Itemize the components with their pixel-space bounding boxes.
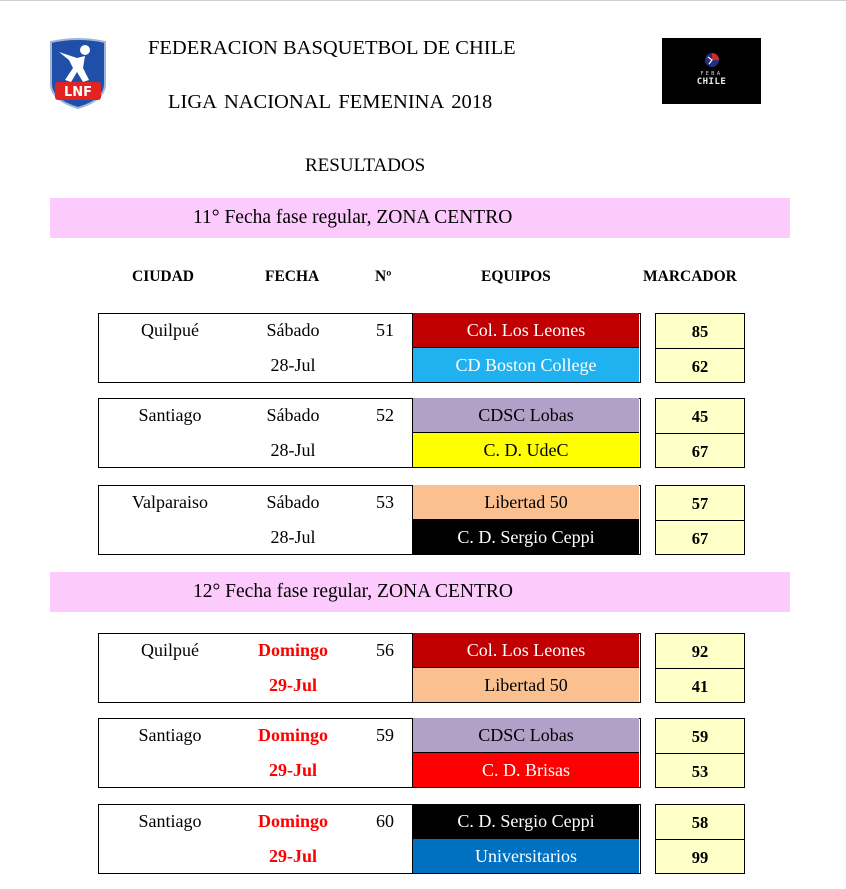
away-team: C. D. Brisas: [412, 753, 639, 787]
feba-logo-text: FEBA: [700, 70, 723, 77]
match-number: 60: [376, 811, 394, 831]
match-city: Quilpué: [141, 640, 199, 660]
svg-text:LNF: LNF: [63, 85, 93, 100]
basketball-icon: [704, 52, 720, 68]
match-number: 56: [376, 640, 394, 660]
home-score: 58: [655, 804, 745, 840]
away-score: 67: [655, 433, 745, 468]
header-title: FEDERACION BASQUETBOL DE CHILE: [148, 37, 516, 59]
match-day: Domingo: [257, 811, 328, 831]
round-band: [50, 572, 790, 612]
match-day: Sábado: [266, 405, 320, 425]
column-header-equipos: EQUIPOS: [481, 268, 551, 285]
match-day: Domingo: [257, 725, 328, 745]
lnf-logo: [47, 38, 109, 110]
column-header-numero: Nº: [375, 268, 392, 285]
match-day: Sábado: [266, 320, 320, 340]
section-title: RESULTADOS: [305, 155, 426, 176]
away-score: 62: [655, 348, 745, 383]
column-header-ciudad: CIUDAD: [132, 268, 194, 285]
away-score: 67: [655, 520, 745, 555]
match-row: [0, 633, 846, 703]
home-team: Col. Los Leones: [412, 313, 639, 348]
top-divider: [0, 0, 846, 1]
away-score: 99: [655, 839, 745, 874]
match-date: 29-Jul: [268, 760, 317, 780]
home-score: 45: [655, 398, 745, 434]
match-row: [0, 804, 846, 874]
match-city: Valparaiso: [132, 492, 208, 512]
home-team: C. D. Sergio Ceppi: [412, 804, 639, 839]
match-row: [0, 485, 846, 555]
match-number: 52: [376, 405, 394, 425]
home-score: 92: [655, 633, 745, 669]
match-day: Domingo: [257, 640, 328, 660]
away-team: C. D. Sergio Ceppi: [412, 520, 639, 554]
feba-chile-logo: [662, 38, 761, 104]
match-city: Quilpué: [141, 320, 199, 340]
match-date: 28-Jul: [270, 440, 316, 460]
match-date: 28-Jul: [270, 527, 316, 547]
match-city: Santiago: [138, 405, 202, 425]
column-header-marcador: MARCADOR: [643, 268, 737, 285]
match-row: [0, 718, 846, 788]
home-team: CDSC Lobas: [412, 718, 639, 753]
match-city: Santiago: [138, 725, 202, 745]
home-score: 59: [655, 718, 745, 754]
match-day: Sábado: [266, 492, 320, 512]
away-team: Libertad 50: [412, 668, 639, 702]
match-row: [0, 313, 846, 383]
match-city: Santiago: [138, 811, 202, 831]
home-team: CDSC Lobas: [412, 398, 639, 433]
round-title: 11° Fecha fase regular, ZONA CENTRO: [193, 207, 513, 228]
home-team: Libertad 50: [412, 485, 639, 520]
away-score: 41: [655, 668, 745, 703]
match-number: 51: [376, 320, 394, 340]
match-number: 53: [376, 492, 394, 512]
feba-logo-chile: CHILE: [696, 76, 727, 87]
away-team: Universitarios: [412, 839, 639, 873]
away-score: 53: [655, 753, 745, 788]
match-date: 29-Jul: [268, 846, 317, 866]
home-team: Col. Los Leones: [412, 633, 639, 668]
home-score: 85: [655, 313, 745, 349]
away-team: C. D. UdeC: [412, 433, 639, 467]
column-header-fecha: FECHA: [265, 268, 320, 285]
round-title: 12° Fecha fase regular, ZONA CENTRO: [193, 581, 514, 602]
match-row: [0, 398, 846, 468]
match-date: 29-Jul: [268, 675, 317, 695]
match-number: 59: [376, 725, 394, 745]
away-team: CD Boston College: [412, 348, 639, 382]
match-date: 28-Jul: [270, 355, 316, 375]
home-score: 57: [655, 485, 745, 521]
header-subtitle: LIGA NACIONAL FEMENINA 2018: [168, 91, 493, 113]
round-band: [50, 198, 790, 238]
